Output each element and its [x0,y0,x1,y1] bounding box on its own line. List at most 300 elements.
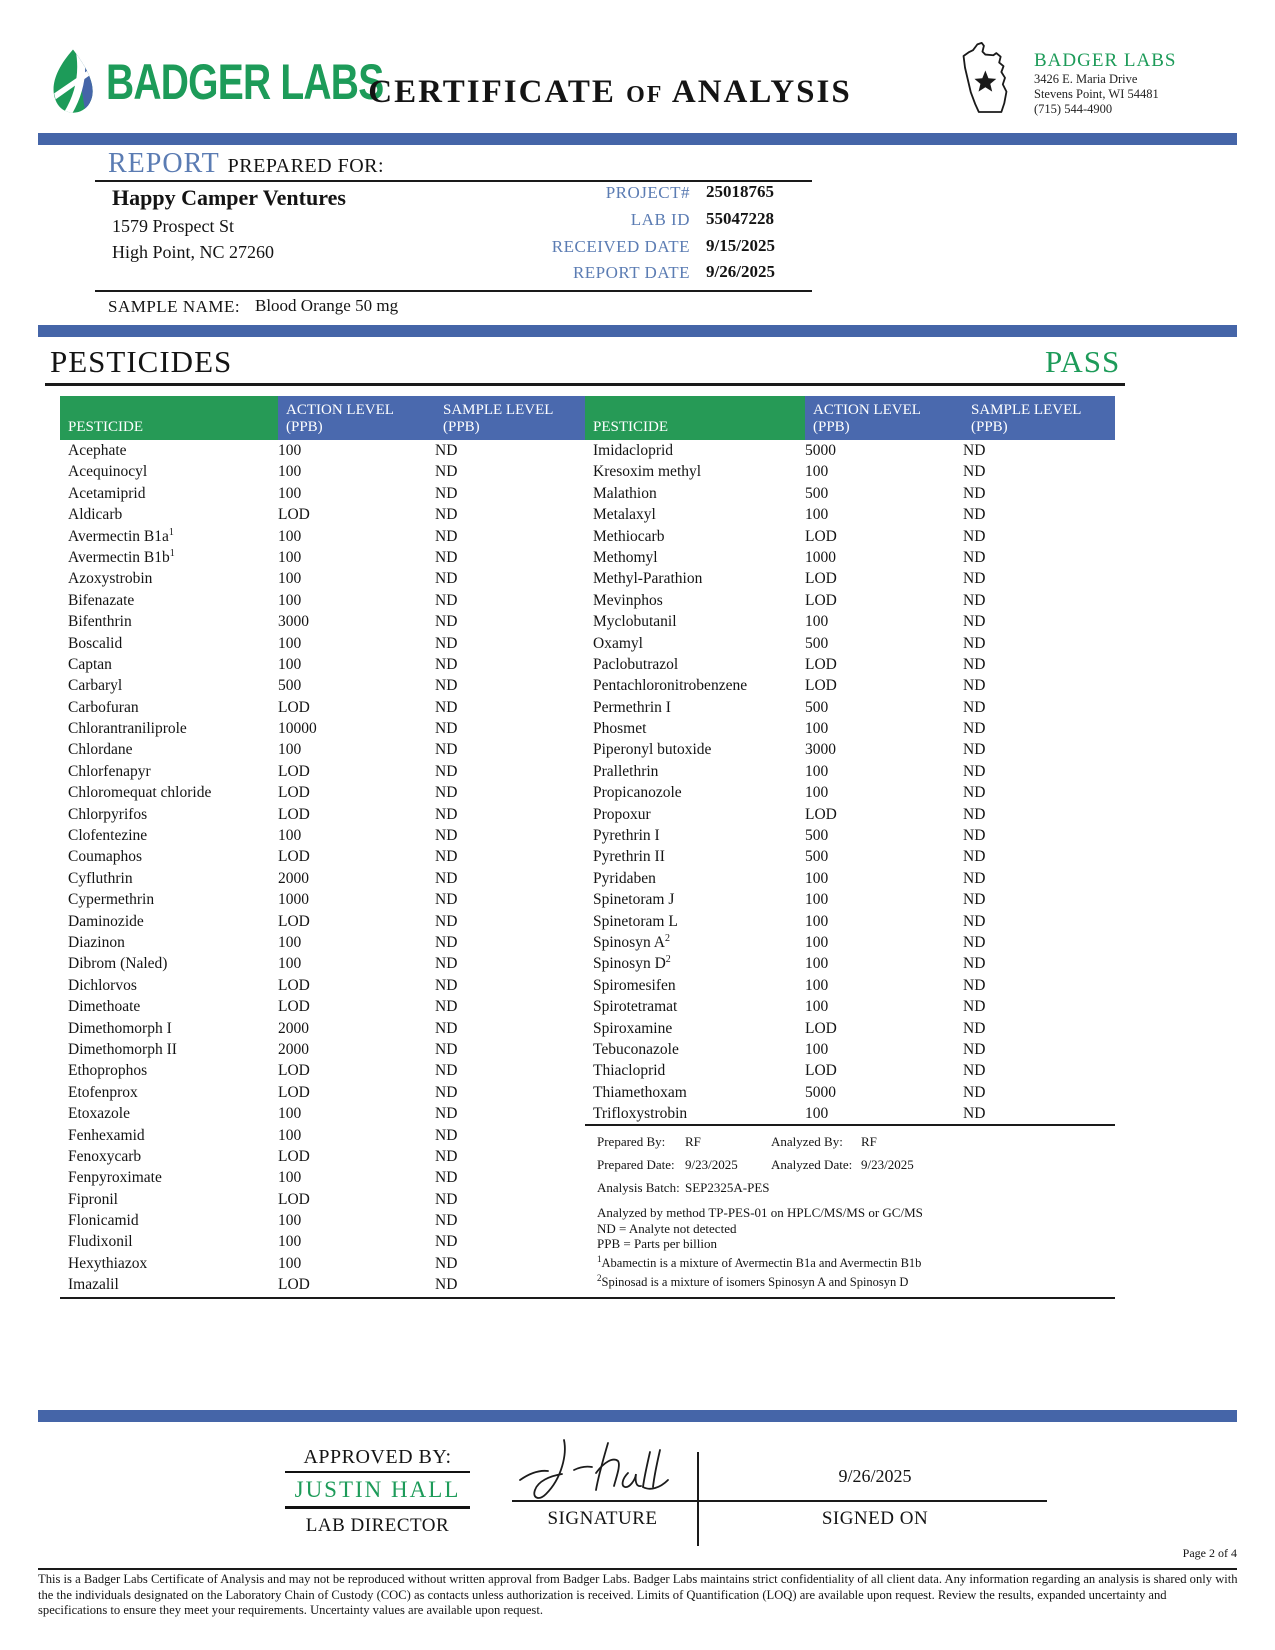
action-level-value: 100 [278,1169,302,1187]
action-level-value: 2000 [278,1019,309,1037]
pesticide-name: Chlorfenapyr [68,762,151,780]
sample-level-value: ND [435,933,458,951]
pesticide-name: Bifenazate [68,591,135,609]
table-row [585,1060,1115,1081]
pesticide-name: Piperonyl butoxide [593,741,712,759]
table-row [60,461,585,482]
sample-level-value: ND [435,1040,458,1058]
prepared-by-label: Prepared By: [597,1134,666,1149]
action-level-value: 100 [278,463,302,481]
sample-level-value: ND [435,912,458,930]
sample-level-value: ND [435,1062,458,1080]
action-level-value: 100 [805,912,829,930]
sample-level-value: ND [963,1062,986,1080]
pesticide-name: Fenoxycarb [68,1147,142,1165]
sample-level-value: ND [963,613,986,631]
action-level-value: 100 [278,933,302,951]
action-level-value: 100 [278,655,302,673]
action-level-value: 100 [805,463,829,481]
sample-level-value: ND [963,1083,986,1101]
col-header-pesticide-left: PESTICIDE [60,396,278,440]
pesticides-table-header [60,396,1115,440]
sample-level-value: ND [963,912,986,930]
received-date-value: 9/15/2025 [706,236,775,255]
action-level-value: LOD [805,527,837,545]
lab-phone: (715) 544-4900 [1034,102,1113,116]
pesticide-name: Metalaxyl [593,506,656,524]
action-level-value: 100 [278,1212,302,1230]
table-row [60,1253,585,1274]
pesticide-name: Fludixonil [68,1233,133,1251]
action-level-value: 100 [278,634,302,652]
disclaimer-top-line [38,1568,1237,1570]
table-row [60,1167,585,1188]
table-row [585,675,1115,696]
project-number-label: PROJECT# [605,183,690,202]
sample-name-value: Blood Orange 50 mg [255,296,399,315]
table-row [585,846,1115,867]
sample-level-value: ND [963,677,986,695]
table-row [60,975,585,996]
table-row [60,526,585,547]
sample-level-value: ND [435,1105,458,1123]
action-level-value: 10000 [278,720,317,738]
table-row [60,932,585,953]
sample-level-value: ND [963,570,986,588]
table-row [585,1103,1115,1124]
sample-level-value: ND [435,1212,458,1230]
signature-label: SIGNATURE [547,1508,658,1529]
table-row [60,1231,585,1252]
action-level-value: 100 [278,527,302,545]
table-row [60,1082,585,1103]
pesticide-name: Phosmet [593,720,647,738]
sample-level-value: ND [963,1105,986,1123]
sample-divider-line [95,290,812,292]
sample-level-value: ND [963,634,986,652]
table-row [60,868,585,889]
analyzed-date-label: Analyzed Date: [771,1157,853,1172]
prepared-date-label: Prepared Date: [597,1157,675,1172]
pesticide-name: Dimethoate [68,998,141,1016]
pesticide-name: Azoxystrobin [68,570,153,588]
action-level-value: 100 [278,741,302,759]
pesticide-name: Hexythiazox [68,1254,148,1272]
action-level-value: 500 [805,698,829,716]
action-level-value: 5000 [805,1083,836,1101]
lab-address-line1: 3426 E. Maria Drive [1034,72,1138,86]
table-row [585,611,1115,632]
project-number-value: 25018765 [706,182,774,201]
pesticide-name: Permethrin I [593,698,671,716]
table-row [60,1060,585,1081]
pesticide-name: Trifloxystrobin [593,1105,688,1123]
action-level-value: LOD [278,698,310,716]
prepared-by-value: RF [685,1134,701,1149]
table-row [60,504,585,525]
table-row [60,996,585,1017]
action-level-value: 3000 [278,613,309,631]
pesticide-name: Imazalil [68,1276,119,1294]
sample-level-value: ND [963,506,986,524]
table-row [60,911,585,932]
action-level-value: LOD [278,784,310,802]
pesticide-name: Methomyl [593,548,658,566]
pesticide-name: Etofenprox [68,1083,138,1101]
action-level-value: 100 [278,827,302,845]
action-level-value: 100 [805,1105,829,1123]
action-level-value: 100 [805,976,829,994]
sample-level-value: ND [435,1126,458,1144]
sample-level-value: ND [963,784,986,802]
ppb-note: PPB = Parts per billion [597,1236,718,1251]
table-row [60,633,585,654]
report-heading-underline [95,180,812,182]
table-row [60,547,585,568]
action-level-value: 500 [805,848,829,866]
report-date-label: REPORT DATE [572,263,690,282]
sample-level-value: ND [435,506,458,524]
sample-name-label: SAMPLE NAME: [108,297,241,316]
action-level-value: 5000 [805,442,836,459]
disclaimer-text: This is a Badger Labs Certificate of Analysis and may not be reproduced without written approval from Badger Labs. Badger Labs maintains strict confidentiality of all client data. Any information regarding an analysis is shared only with the the individuals designated on the Laboratory Chain of Custody (COC) as contacts unless authorization is received. Limits of Quantification (LOQ) are available upon request. Review the results, expanded uncertainty and specifications to ensure they meet your requirements. Uncertainty values are available upon request. [38,1572,1238,1617]
pesticide-name: Acephate [68,442,127,459]
sample-level-value: ND [963,484,986,502]
table-row [585,461,1115,482]
sample-level-value: ND [435,1083,458,1101]
pesticide-name: Pyrethrin II [593,848,665,866]
action-level-value: LOD [805,805,837,823]
report-date-value: 9/26/2025 [706,262,775,281]
sample-level-value: ND [435,548,458,566]
action-level-value: LOD [278,998,310,1016]
table-row [585,547,1115,568]
action-level-value: LOD [278,912,310,930]
sample-level-value: ND [963,741,986,759]
pesticide-name: Pyrethrin I [593,827,660,845]
action-level-value: LOD [805,1062,837,1080]
table-row [60,1146,585,1167]
lab-id-value: 55047228 [706,209,774,228]
signed-on-date: 9/26/2025 [838,1466,912,1486]
signature-image [508,1436,698,1508]
pesticide-name: Dimethomorph I [68,1019,172,1037]
sample-level-value: ND [963,762,986,780]
table-row [60,568,585,589]
table-row [585,1039,1115,1060]
table-row [60,846,585,867]
table-row [60,1018,585,1039]
pesticide-name: Ethoprophos [68,1062,148,1080]
pesticide-name: Diazinon [68,933,125,951]
table-row [60,889,585,910]
pesticide-name: Thiacloprid [593,1062,666,1080]
lab-id-label: LAB ID [630,210,690,229]
table-bottom-line [60,1297,1115,1299]
footer-divider-line [697,1452,699,1546]
sample-level-value: ND [963,698,986,716]
action-level-value: 100 [805,1040,829,1058]
action-level-value: LOD [278,1083,310,1101]
action-level-value: 100 [278,1126,302,1144]
table-row [585,825,1115,846]
pesticide-name: Mevinphos [593,591,663,609]
pesticide-name: Spiromesifen [593,976,676,994]
table-row [585,868,1115,889]
table-row [585,633,1115,654]
pesticide-name: Carbofuran [68,698,139,716]
page-number: Page 2 of 4 [1182,1546,1237,1560]
pesticide-name: Cypermethrin [68,891,155,909]
sample-level-value: ND [435,463,458,481]
analysis-batch-value: SEP2325A-PES [685,1180,770,1195]
pesticide-name: Methiocarb [593,527,665,545]
received-date-label: RECEIVED DATE [551,237,690,256]
sample-level-value: ND [435,869,458,887]
sample-level-value: ND [435,848,458,866]
prepared-date-value: 9/23/2025 [685,1157,738,1172]
table-row [60,654,585,675]
pesticide-name: Prallethrin [593,762,659,780]
action-level-value: LOD [278,805,310,823]
pesticide-name: Pyridaben [593,869,656,887]
action-level-value: LOD [278,1276,310,1294]
table-row [60,483,585,504]
pesticide-name: Oxamyl [593,634,643,652]
pesticide-name: Avermectin $B1a^1$ [68,526,174,545]
action-level-value: 2000 [278,869,309,887]
pesticide-name: Fipronil [68,1190,118,1208]
pass-status-badge: PASS [1045,344,1121,379]
pesticide-name: Myclobutanil [593,613,677,631]
sample-level-value: ND [435,1254,458,1272]
lab-info-block [952,40,1176,120]
pesticide-name: Cyfluthrin [68,869,133,887]
action-level-value: 100 [805,613,829,631]
table-row [585,761,1115,782]
action-level-value: 100 [805,506,829,524]
action-level-value: 100 [278,1105,302,1123]
table-row [60,761,585,782]
pesticide-name: Bifenthrin [68,613,132,631]
col-header-action-left: ACTION LEVEL (PPB) [278,396,435,440]
sample-level-value: ND [963,591,986,609]
sample-level-value: ND [963,527,986,545]
sample-level-value: ND [435,805,458,823]
sample-level-value: ND [435,720,458,738]
table-row [585,590,1115,611]
right-table-bottom-line [585,1124,1115,1126]
action-level-value: LOD [805,1019,837,1037]
sample-level-value: ND [435,741,458,759]
table-row [60,1274,585,1295]
pesticide-name: Paclobutrazol [593,655,679,673]
sample-level-value: ND [435,1190,458,1208]
action-level-value: 100 [278,484,302,502]
table-row [60,1103,585,1124]
table-row [585,654,1115,675]
pesticide-name: Acequinocyl [68,463,148,481]
action-level-value: 500 [278,677,302,695]
sample-level-value: ND [435,762,458,780]
pesticide-name: Daminozide [68,912,144,930]
sample-level-value: ND [435,527,458,545]
table-row [60,440,585,461]
pesticide-name: Spinosyn $A^2$ [593,932,670,951]
sample-level-value: ND [963,805,986,823]
table-row [585,911,1115,932]
sample-level-value: ND [963,827,986,845]
pesticide-name: Thiamethoxam [593,1083,687,1101]
pesticide-name: Propicanozole [593,784,682,802]
divider-bar-footer [38,1410,1237,1422]
sample-level-value: ND [963,891,986,909]
wisconsin-map-icon [952,40,1026,120]
pesticide-name: Acetamiprid [68,484,146,502]
action-level-value: LOD [278,762,310,780]
pesticide-name: Chlorpyrifos [68,805,148,823]
pesticide-name: Propoxur [593,805,651,823]
action-level-value: 100 [805,720,829,738]
pesticide-name: Flonicamid [68,1212,139,1230]
table-row [60,1039,585,1060]
action-level-value: 1000 [278,891,309,909]
approved-by-block [285,1446,470,1537]
table-row [585,526,1115,547]
col-header-action-right: ACTION LEVEL (PPB) [805,396,963,440]
footnote-1: $^1$Abamectin is a mixture of Avermectin B1a and Avermectin B1b [597,1253,922,1270]
action-level-value: 100 [278,591,302,609]
client-name: Happy Camper Ventures [112,185,346,210]
action-level-value: 100 [278,442,302,459]
lab-address-line2: Stevens Point, WI 54481 [1034,87,1159,101]
analyzed-date-value: 9/23/2025 [861,1157,914,1172]
table-row [585,504,1115,525]
sample-level-value: ND [963,976,986,994]
table-row [60,782,585,803]
action-level-value: LOD [278,506,310,524]
sample-level-value: ND [435,655,458,673]
table-row [60,590,585,611]
action-level-value: LOD [805,591,837,609]
pesticide-name: Etoxazole [68,1105,130,1123]
right-rows [585,440,1115,1125]
analyzed-by-label: Analyzed By: [771,1134,843,1149]
pesticide-name: Avermectin $B1b^1$ [68,547,175,566]
report-heading-rest: PREPARED FOR: [227,155,385,177]
sample-level-value: ND [435,570,458,588]
action-level-value: 100 [805,998,829,1016]
report-heading-word: REPORT [108,148,220,179]
pesticide-name: Methyl-Parathion [593,570,703,588]
table-row [585,739,1115,760]
action-level-value: LOD [278,1147,310,1165]
analyzed-by-value: RF [861,1134,877,1149]
table-row [60,1210,585,1231]
table-row [585,440,1115,461]
table-row [60,1189,585,1210]
report-heading [108,148,384,180]
sample-level-value: ND [435,634,458,652]
footnote-2: $^2$Spinosad is a mixture of isomers Spinosyn A and Spinosyn D [597,1273,909,1290]
pesticide-name: Imidacloprid [593,442,674,459]
sample-level-value: ND [435,1147,458,1165]
action-level-value: 100 [278,1254,302,1272]
sample-level-value: ND [963,720,986,738]
table-row [60,804,585,825]
table-row [60,825,585,846]
action-level-value: 100 [278,955,302,973]
sample-level-value: ND [435,891,458,909]
signed-on-label: SIGNED ON [821,1508,929,1529]
pesticide-name: Carbaryl [68,677,123,695]
pesticide-name: Dichlorvos [68,976,137,994]
table-row [60,953,585,974]
sample-level-value: ND [435,698,458,716]
signature-line [512,1500,1047,1502]
action-level-value: 100 [805,762,829,780]
col-header-pesticide-right: PESTICIDE [585,396,805,440]
analysis-notes [597,1134,1112,1291]
approver-title: LAB DIRECTOR [305,1515,450,1536]
lab-name: BADGER LABS [1034,50,1177,71]
pesticide-name: Fenhexamid [68,1126,145,1144]
action-level-value: 100 [805,869,829,887]
pesticide-name: Boscalid [68,634,123,652]
table-row [585,975,1115,996]
sample-level-value: ND [435,591,458,609]
table-row [585,996,1115,1017]
pesticide-name: Spinetoram L [593,912,678,930]
table-row [585,697,1115,718]
action-level-value: LOD [278,976,310,994]
sample-level-value: ND [963,869,986,887]
sample-level-value: ND [963,955,986,973]
sample-level-value: ND [435,442,458,459]
left-rows [60,440,585,1296]
pesticide-name: Coumaphos [68,848,143,866]
sample-level-value: ND [963,933,986,951]
sample-level-value: ND [435,677,458,695]
sample-level-value: ND [435,784,458,802]
col-header-sample-left: SAMPLE LEVEL (PPB) [435,396,585,440]
pesticide-name: Pentachloronitrobenzene [593,677,748,695]
action-level-value: LOD [805,570,837,588]
col-header-sample-right: SAMPLE LEVEL (PPB) [963,396,1115,440]
pesticide-name: Chlordane [68,741,133,759]
pesticide-name: Clofentezine [68,827,148,845]
action-level-value: 100 [805,891,829,909]
pesticide-name: Aldicarb [68,506,123,524]
sample-level-value: ND [963,848,986,866]
sample-level-value: ND [435,1169,458,1187]
sample-level-value: ND [963,1019,986,1037]
section-title-underline [45,383,1125,386]
action-level-value: LOD [278,1062,310,1080]
table-row [60,718,585,739]
client-address-line2: High Point, NC 27260 [112,242,275,262]
analysis-batch-label: Analysis Batch: [597,1180,680,1195]
sample-level-value: ND [435,955,458,973]
action-level-value: 100 [278,548,302,566]
pesticide-name: Spiroxamine [593,1019,673,1037]
table-row [585,718,1115,739]
pesticide-name: Fenpyroximate [68,1169,162,1187]
table-row [585,568,1115,589]
pesticide-name: Chlorantraniliprole [68,720,187,738]
pesticides-section-title: PESTICIDES [50,344,233,379]
pesticide-name: Dimethomorph II [68,1040,177,1058]
